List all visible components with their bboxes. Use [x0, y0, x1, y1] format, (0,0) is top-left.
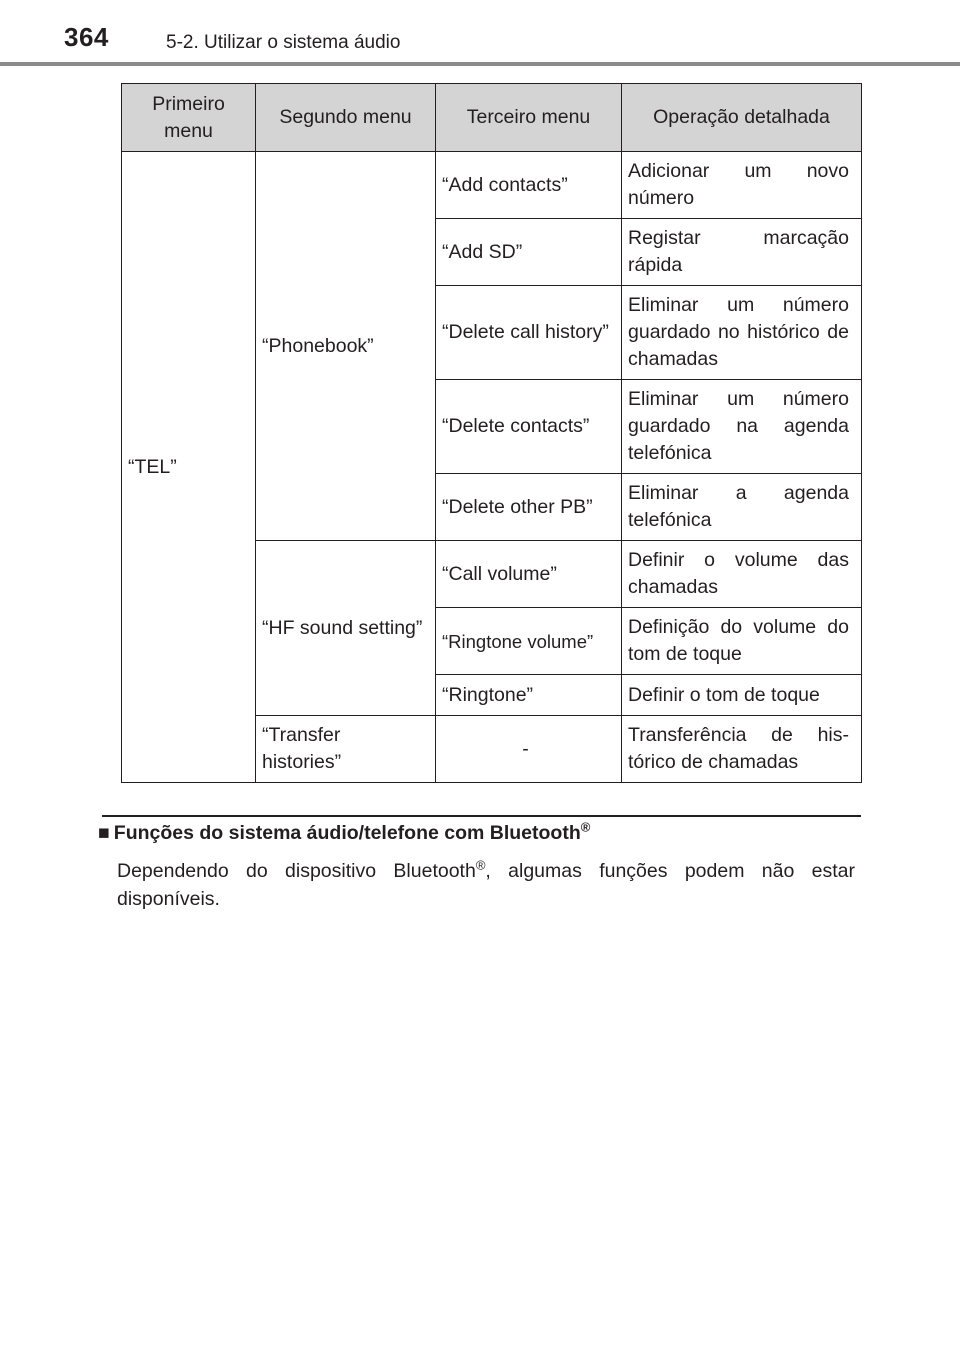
operation-cell: Definir o tom de toque — [622, 675, 862, 716]
third-menu-cell: “Call volume” — [436, 541, 622, 608]
note-heading-text: Funções do sistema áudio/telefone com Bluetooth — [113, 822, 581, 844]
operation-cell: Registar marcação rápida — [622, 219, 862, 286]
operation-cell: Eliminar um número guardado na agenda telefónica — [622, 380, 862, 474]
header-divider — [0, 62, 960, 66]
page-number: 364 — [64, 22, 109, 52]
operation-cell: Definir o volume das chamadas — [622, 541, 862, 608]
operation-cell: Definição do volume do tom de toque — [622, 608, 862, 675]
third-menu-cell: “Delete call history” — [436, 286, 622, 380]
third-menu-cell: “Delete contacts” — [436, 380, 622, 474]
column-header: Operação detalhada — [622, 84, 862, 152]
third-menu-cell: “Ringtone” — [436, 675, 622, 716]
section-divider — [102, 815, 861, 817]
table-row — [122, 152, 862, 219]
page-header — [0, 0, 960, 66]
operation-cell: Adicionar um novo número — [622, 152, 862, 219]
third-menu-cell: “Ringtone volume” — [436, 608, 622, 675]
note-text-start: Dependendo do dispositivo Bluetooth — [117, 860, 476, 882]
note-paragraph — [117, 857, 855, 913]
second-menu-cell: “Phonebook” — [256, 152, 436, 541]
third-menu-cell: “Add SD” — [436, 219, 622, 286]
operation-cell: Eliminar a agenda telefónica — [622, 474, 862, 541]
column-header: Primeiro menu — [122, 84, 256, 152]
second-menu-cell: “HF sound setting” — [256, 541, 436, 716]
section-title: 5-2. Utilizar o sistema áudio — [166, 32, 401, 53]
third-menu-cell: - — [436, 716, 622, 783]
column-header: Terceiro menu — [436, 84, 622, 152]
square-bullet-icon: ■ — [98, 822, 110, 844]
menu-table — [121, 83, 862, 783]
column-header: Segundo menu — [256, 84, 436, 152]
registered-mark: ® — [580, 819, 591, 835]
first-menu-cell: “TEL” — [122, 152, 256, 783]
note-heading — [98, 819, 591, 845]
third-menu-cell: “Add contacts” — [436, 152, 622, 219]
table-header-row — [122, 84, 862, 152]
operation-cell: Transferência de histórico de chamadas — [622, 716, 862, 783]
note-text-end: , algumas funções podem não estar disponíveis. — [117, 860, 855, 910]
third-menu-cell: “Delete other PB” — [436, 474, 622, 541]
second-menu-cell: “Transfer histories” — [256, 716, 436, 783]
registered-mark: ® — [475, 857, 486, 873]
operation-cell: Eliminar um número guardado no histórico de chamadas — [622, 286, 862, 380]
